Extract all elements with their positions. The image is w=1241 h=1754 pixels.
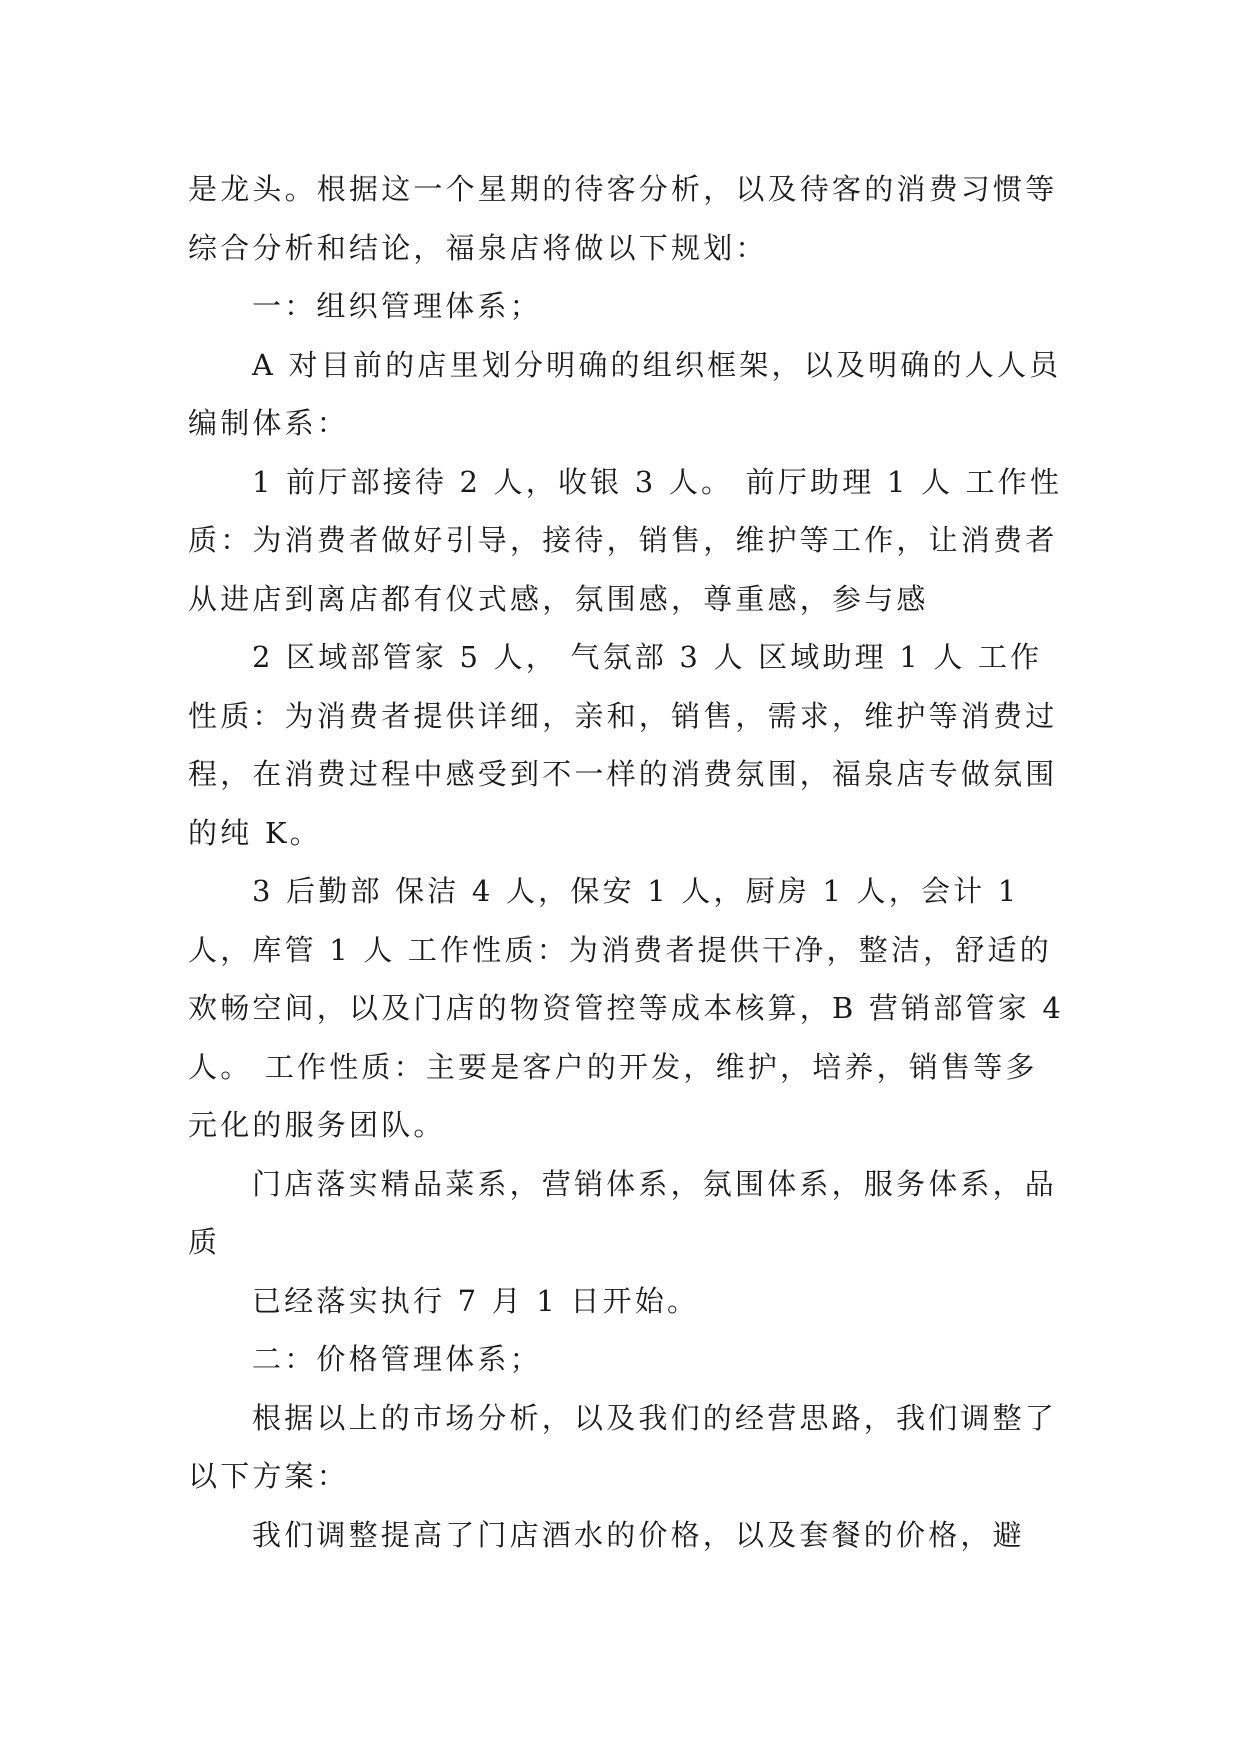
paragraph-market-analysis: 根据以上的市场分析，以及我们的经营思路，我们调整了以下方案：: [188, 1400, 1058, 1493]
paragraph-front-hall: 1 前厅部接待 2 人，收银 3 人。 前厅助理 1 人 工作性质：为消费者做好引导，接待，销售，维护等工作，让消费者从进店到离店都有仪式感，氛围感，尊重感，参与感: [188, 464, 1063, 616]
paragraph-intro: 是龙头。根据这一个星期的待客分析，以及待客的消费习惯等综合分析和结论，福泉店将做以下规划：: [188, 172, 1058, 265]
paragraph-start-date: 已经落实执行 7 月 1 日开始。: [252, 1283, 700, 1318]
paragraph-price-adjustment: 我们调整提高了门店酒水的价格，以及套餐的价格，避: [252, 1517, 1025, 1552]
paragraph-area-department: 2 区域部管家 5 人， 气氛部 3 人 区域助理 1 人 工作性质：为消费者提供详细，亲和，销售，需求，维护等消费过程，在消费过程中感受到不一样的消费氛围，福泉店专做氛围的纯 K。: [188, 640, 1058, 850]
section-heading-organization: 一：组织管理体系；: [252, 289, 542, 323]
paragraph-org-framework: A 对目前的店里划分明确的组织框架，以及明确的人人员编制体系：: [188, 347, 1062, 440]
section-heading-pricing: 二：价格管理体系；: [252, 1342, 542, 1376]
paragraph-store-systems: 门店落实精品菜系，营销体系，氛围体系，服务体系，品质: [188, 1166, 1058, 1259]
paragraph-logistics: 3 后勤部 保洁 4 人，保安 1 人，厨房 1 人，会计 1 人，库管 1 人 工作性质：为消费者提供干净，整洁，舒适的欢畅空间，以及门店的物资管控等成本核算，B 营销部管家 4 人。 工作性质：主要是客户的开发，维护，培养，销售等多元化的服务团队。: [188, 874, 1077, 1142]
document-body: [188, 160, 1077, 1564]
